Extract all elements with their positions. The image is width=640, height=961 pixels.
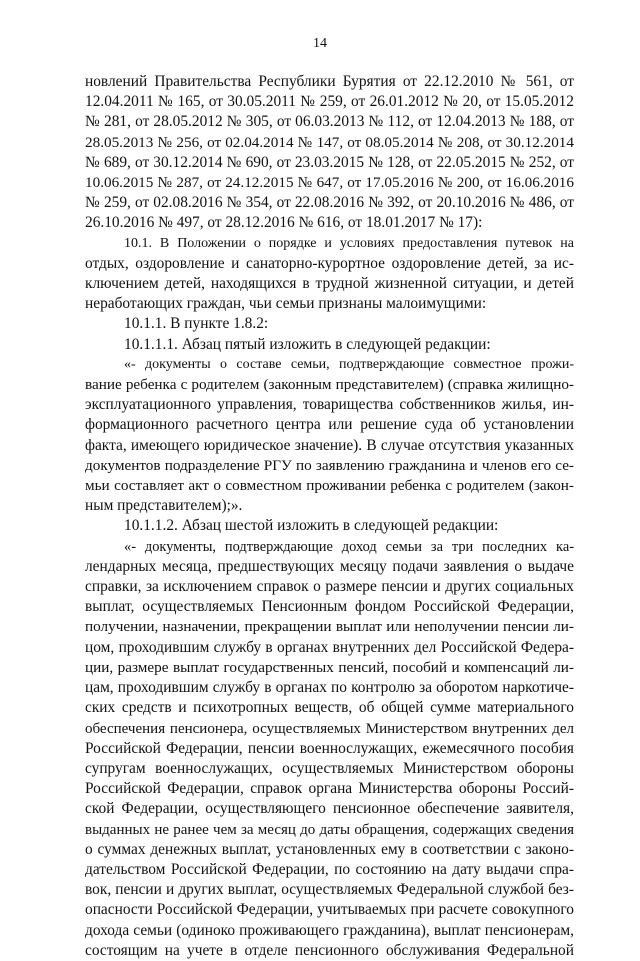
text-line: ным представителем);».: [85, 497, 243, 515]
text-line: справки, за исключением справок о размере пенсии и других социальных: [85, 578, 574, 596]
text-line: Российской Федерации, пенсии военнослужащих, ежемесячного пособия: [85, 739, 574, 757]
text-line: формационного расчетного центра или решение суда об установлении: [85, 416, 574, 434]
text-line: 10.1.1.2. Абзац шестой изложить в следующей редакции:: [124, 517, 499, 535]
document-body: [85, 72, 574, 961]
text-line: выданных не ранее чем за месяц до даты обращения, содержащих сведения: [85, 821, 574, 838]
text-line: Российской Федерации, справок органа Министерства обороны Россий-: [85, 780, 574, 798]
page-number: 14: [313, 36, 327, 51]
text-line: вок, пенсии и других выплат, осуществляемых Федеральной службой без-: [85, 881, 574, 899]
text-line: опасности Российской Федерации, учитываемых при расчете совокупного: [85, 901, 574, 919]
text-line: 10.1.1. В пункте 1.8.2:: [124, 315, 269, 333]
text-line: 10.1. В Положении о порядке и условиях предоставления путевок на: [124, 235, 574, 251]
text-line: № 281, от 28.05.2012 № 305, от 06.03.2013 № 112, от 12.04.2013 № 188, от: [85, 113, 574, 131]
text-line: эксплуатационного управления, товарищества собственников жилья, ин-: [85, 396, 574, 414]
text-line: состоящим на учете в отделе пенсионного обслуживания Федеральной: [85, 941, 574, 959]
text-line: о суммах денежных выплат, установленных ему в соответствии с законо-: [85, 840, 574, 858]
text-line: дательством Российской Федерации, по состоянию на дату выдачи спра-: [85, 860, 574, 878]
text-line: неработающих граждан, чьи семьи признаны малоимущими:: [85, 295, 487, 313]
text-line: 28.05.2013 № 256, от 02.04.2014 № 147, от 08.05.2014 № 208, от 30.12.2014: [85, 133, 574, 151]
text-line: «- документы о составе семьи, подтверждающие совместное прожи-: [124, 356, 574, 372]
text-line: 26.10.2016 № 497, от 28.12.2016 № 616, от 18.01.2017 № 17):: [85, 214, 483, 232]
text-line: мьи составляет акт о совместном проживании ребенка с родителем (закон-: [85, 477, 574, 495]
text-line: 12.04.2011 № 165, от 30.05.2011 № 259, от 26.01.2012 № 20, от 15.05.2012: [85, 93, 574, 111]
text-line: № 259, от 02.08.2016 № 354, от 22.08.2016 № 392, от 20.10.2016 № 486, от: [85, 194, 574, 212]
text-line: получении, назначении, прекращении выплат или неполучении пенсии ли-: [85, 618, 574, 636]
text-line: цом, проходившим службу в органах внутренних дел Российской Федера-: [85, 638, 574, 656]
text-line: ключением детей, находящихся в трудной жизненной ситуации, и детей: [85, 275, 574, 293]
text-line: лендарных месяца, предшествующих месяцу подачи заявления о выдаче: [85, 557, 574, 575]
text-line: супругам военнослужащих, осуществляемых Министерством обороны: [85, 759, 574, 777]
text-line: новлений Правительства Республики Бурятия от 22.12.2010 № 561, от: [85, 73, 574, 90]
text-line: «- документы, подтверждающие доход семьи за три последних ка-: [124, 538, 574, 555]
text-line: обеспечения пенсионера, осуществляемых Министерством внутренних дел: [85, 720, 574, 737]
text-line: ских средств и психотропных веществ, об общей сумме материального: [85, 699, 574, 717]
text-line: ской Федерации, осуществляющего пенсионное обеспечение заявителя,: [85, 800, 574, 818]
text-line: факта, имеющего юридическое значение). В случае отсутствия указанных: [85, 436, 574, 454]
text-line: 10.06.2015 № 287, от 24.12.2015 № 647, от 17.05.2016 № 200, от 16.06.2016: [85, 174, 574, 192]
text-line: документов подразделение РГУ по заявлению гражданина и членов его се-: [85, 456, 574, 474]
text-line: 10.1.1.1. Абзац пятый изложить в следующей редакции:: [124, 335, 491, 353]
text-line: отдых, оздоровление и санаторно-курортное оздоровление детей, за ис-: [85, 254, 574, 272]
text-line: выплат, осуществляемых Пенсионным фондом Российской Федерации,: [85, 598, 574, 616]
text-line: ции, размере выплат государственных пенсий, пособий и компенсаций ли-: [85, 658, 574, 676]
text-line: цам, проходившим службу в органах по контролю за оборотом наркотиче-: [85, 679, 574, 697]
text-line: № 689, от 30.12.2014 № 690, от 23.03.2015 № 128, от 22.05.2015 № 252, от: [85, 153, 574, 171]
text-line: вание ребенка с родителем (законным представителем) (справка жилищно-: [85, 376, 574, 394]
text-line: дохода семьи (одиноко проживающего гражданина), выплат пенсионерам,: [85, 921, 574, 939]
